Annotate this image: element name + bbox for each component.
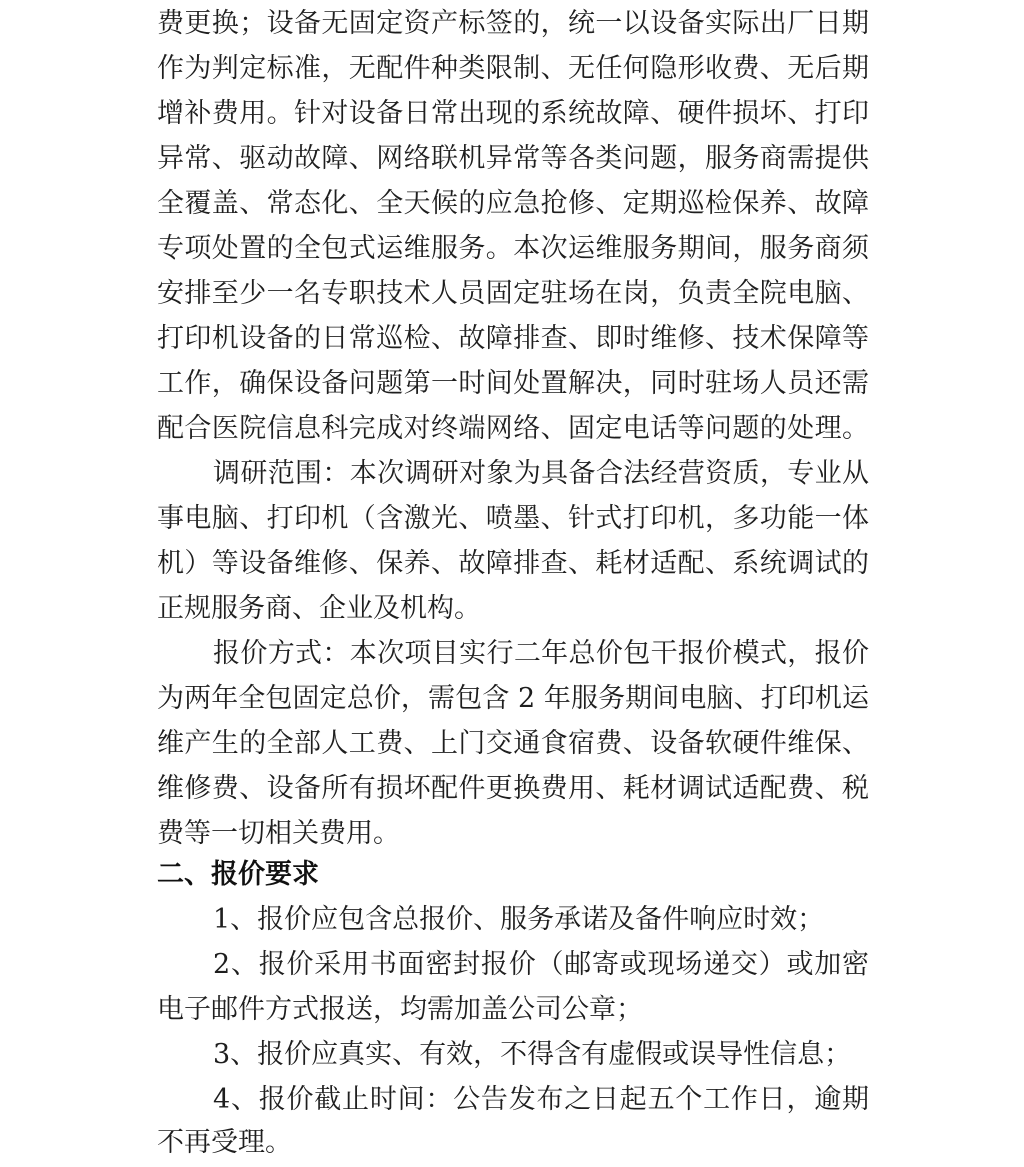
text-line: 专项处置的全包式运维服务。本次运维服务期间，服务商须	[157, 233, 869, 264]
text-line: 费等一切相关费用。	[157, 818, 400, 849]
text-line: 安排至少一名专职技术人员固定驻场在岗，负责全院电脑、	[157, 278, 869, 309]
text-line: 电子邮件方式报送，均需加盖公司公章；	[157, 994, 643, 1025]
text-line: 异常、驱动故障、网络联机异常等各类问题，服务商需提供	[157, 143, 869, 174]
section-heading: 二、报价要求	[157, 859, 319, 890]
text-line: 为两年全包固定总价，需包含 2 年服务期间电脑、打印机运	[157, 683, 869, 714]
text-line: 1、报价应包含总报价、服务承诺及备件响应时效；	[213, 904, 825, 935]
text-line: 维修费、设备所有损坏配件更换费用、耗材调试适配费、税	[157, 773, 869, 804]
text-line: 配合医院信息科完成对终端网络、固定电话等问题的处理。	[157, 413, 869, 444]
text-line: 事电脑、打印机（含激光、喷墨、针式打印机，多功能一体	[157, 503, 869, 534]
text-line: 增补费用。针对设备日常出现的系统故障、硬件损坏、打印	[157, 98, 869, 129]
text-line: 正规服务商、企业及机构。	[157, 593, 481, 624]
text-line: 3、报价应真实、有效，不得含有虚假或误导性信息；	[213, 1039, 852, 1070]
text-line: 2、报价采用书面密封报价（邮寄或现场递交）或加密	[213, 949, 869, 980]
text-line: 调研范围：本次调研对象为具备合法经营资质，专业从	[213, 458, 869, 489]
text-line: 不再受理。	[157, 1127, 292, 1158]
text-line: 4、报价截止时间：公告发布之日起五个工作日，逾期	[213, 1084, 869, 1115]
text-line: 全覆盖、常态化、全天候的应急抢修、定期巡检保养、故障	[157, 188, 869, 219]
text-line: 机）等设备维修、保养、故障排查、耗材适配、系统调试的	[157, 548, 869, 579]
text-line: 费更换；设备无固定资产标签的，统一以设备实际出厂日期	[157, 8, 869, 39]
text-line: 打印机设备的日常巡检、故障排查、即时维修、技术保障等	[157, 323, 869, 354]
text-line: 维产生的全部人工费、上门交通食宿费、设备软硬件维保、	[157, 728, 869, 759]
text-line: 作为判定标准，无配件种类限制、无任何隐形收费、无后期	[157, 53, 869, 84]
text-line: 报价方式：本次项目实行二年总价包干报价模式，报价	[213, 638, 869, 669]
text-line: 工作，确保设备问题第一时间处置解决，同时驻场人员还需	[157, 368, 869, 399]
